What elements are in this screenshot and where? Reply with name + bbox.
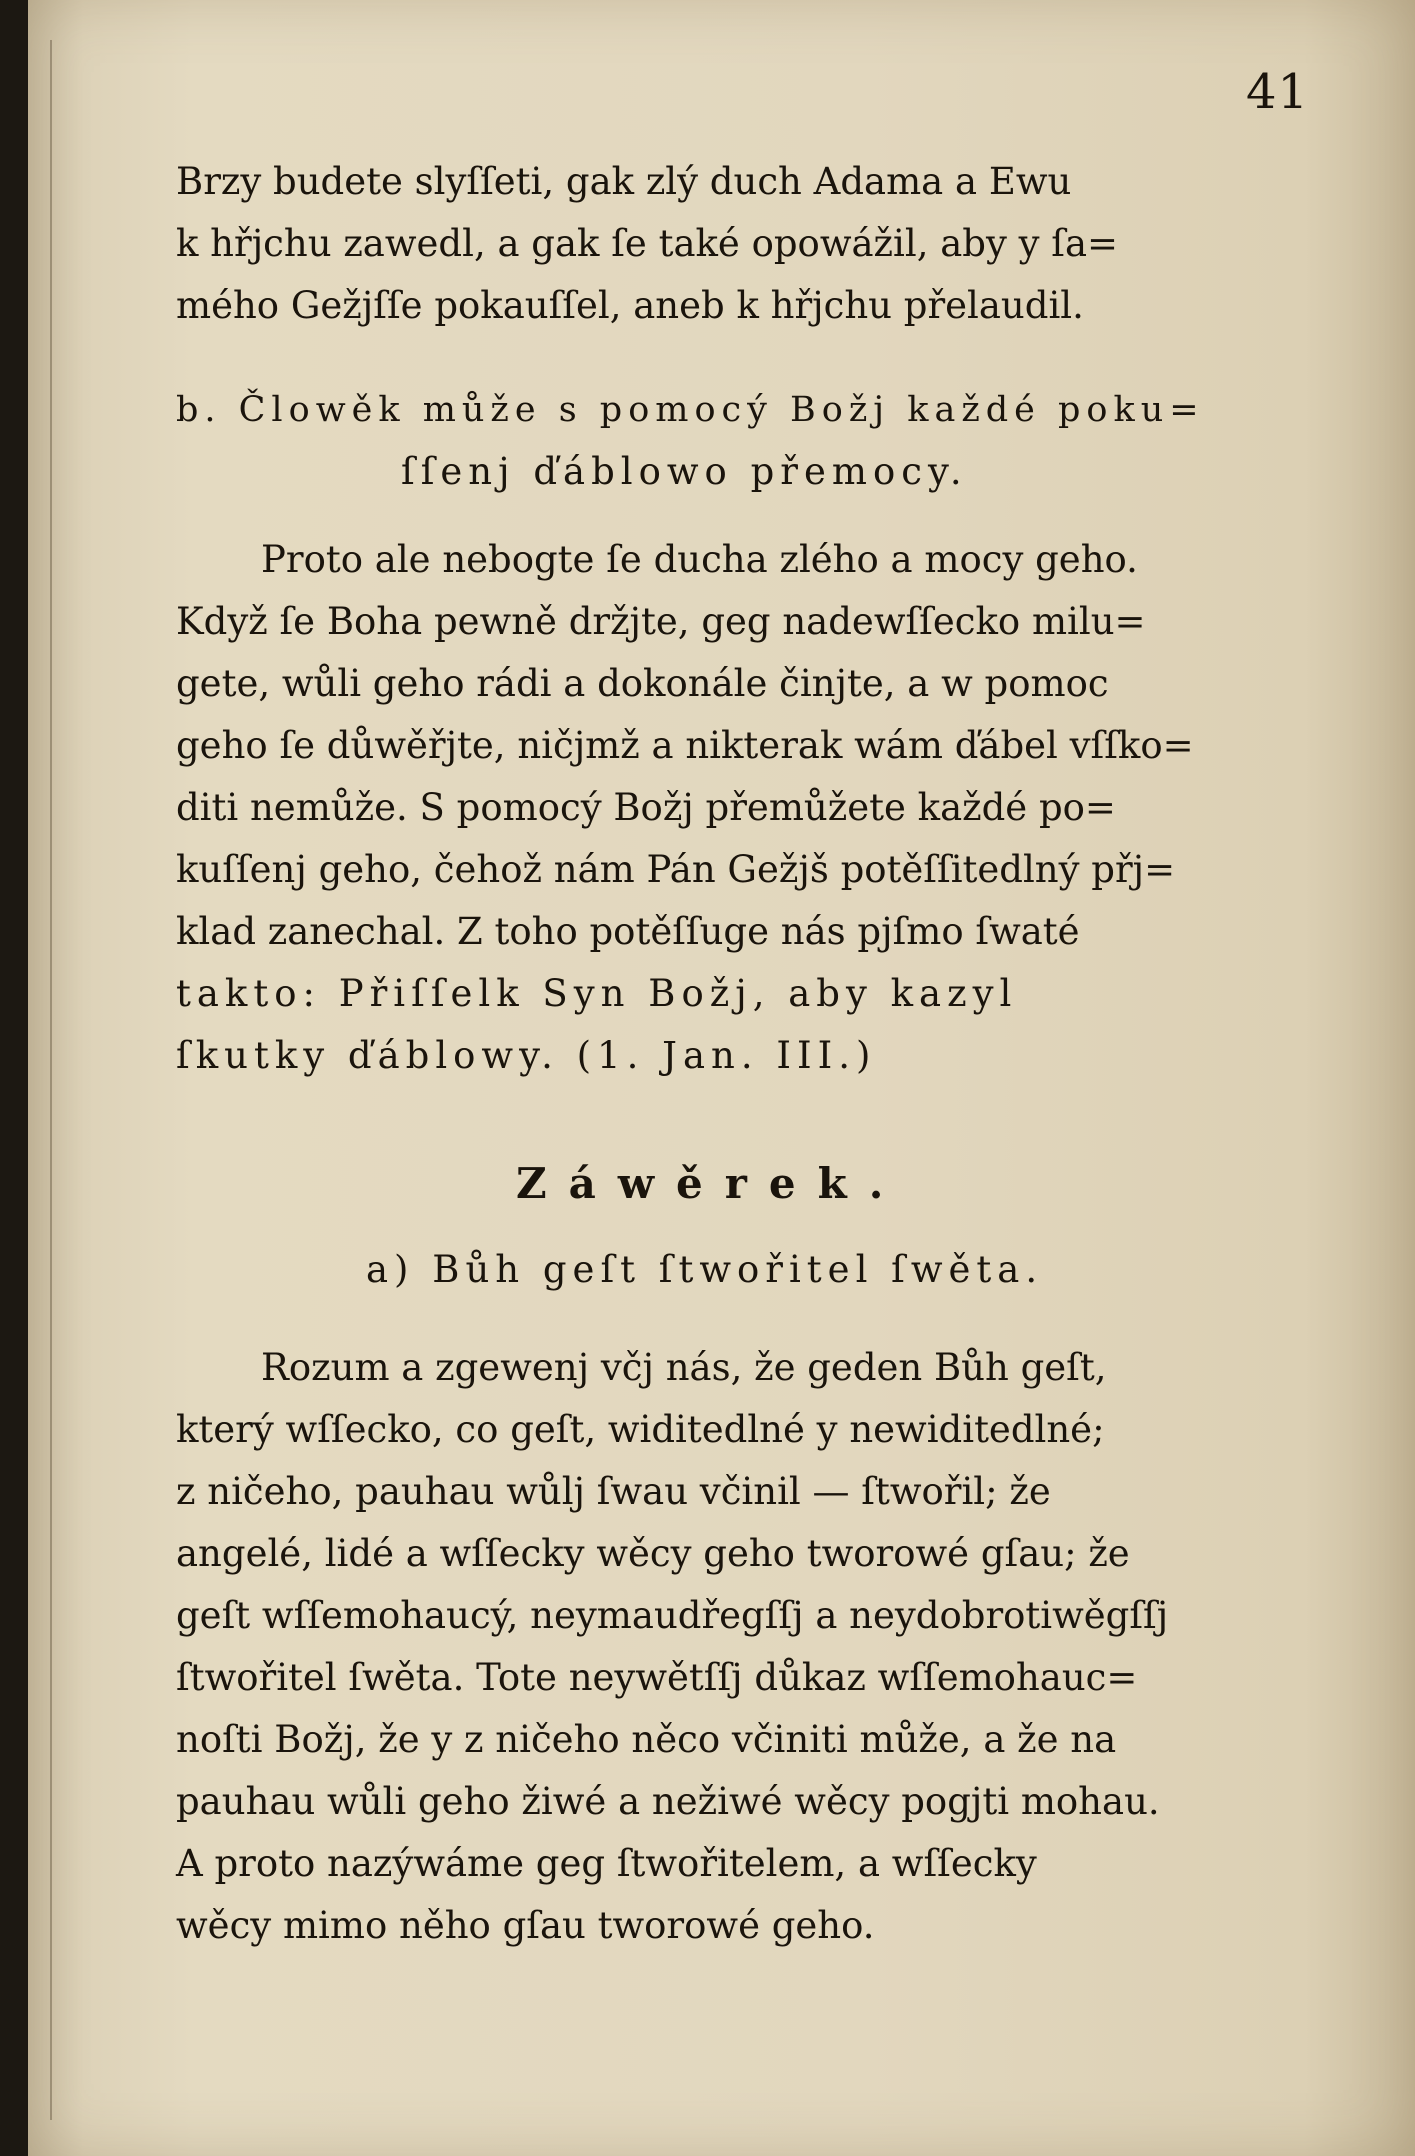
text-line: A proto nazýwáme geg ſtwořitelem, a wſſecky — [176, 1842, 1037, 1885]
text-line: takto: Přiſſelk Syn Božj, aby kazyl — [176, 972, 1018, 1015]
page-number: 41 — [1246, 64, 1310, 120]
chapter-heading: Záwěrek. — [516, 1159, 906, 1208]
text-line: Brzy budete slyſſeti, gak zlý duch Adama a Ewu — [176, 160, 1072, 203]
text-line: wěcy mimo něho gſau tworowé geho. — [176, 1904, 875, 1947]
text-line: angelé, lidé a wſſecky wěcy geho tworowé gſau; že — [176, 1532, 1130, 1575]
text-line: gete, wůli geho rádi a dokonále činjte, a w pomoc — [176, 662, 1109, 705]
text-line: který wſſecko, co geſt, widitedlné y newiditedlné; — [176, 1408, 1105, 1451]
text-line: k hřjchu zawedl, a gak ſe také opowážil, aby y ſa= — [176, 222, 1119, 265]
page-edge-line — [50, 40, 52, 2120]
text-line: Rozum a zgewenj včj nás, že geden Bůh geſt, — [261, 1346, 1107, 1389]
text-line: z ničeho, pauhau wůlj ſwau včinil — ſtwořil; že — [176, 1470, 1051, 1513]
text-line: pauhau wůli geho žiwé a nežiwé wěcy pogjti mohau. — [176, 1780, 1160, 1823]
text-line: klad zanechal. Z toho potěſſuge nás pjſmo ſwaté — [176, 910, 1080, 953]
section-heading-line: ſſenj ďáblowo přemocy. — [401, 450, 968, 493]
text-line: ſtwořitel ſwěta. Tote neywětſſj důkaz wſſemohauc= — [176, 1656, 1138, 1699]
text-line: geſt wſſemohaucý, neymaudřegſſj a neydobrotiwěgſſj — [176, 1594, 1169, 1637]
text-line: geho ſe důwěřjte, ničjmž a nikterak wám ďábel vſſko= — [176, 724, 1194, 767]
text-line: Když ſe Boha pewně držjte, geg nadewſſecko milu= — [176, 600, 1146, 643]
text-line: noſti Božj, že y z ničeho něco včiniti může, a že na — [176, 1718, 1117, 1761]
text-line: ſkutky ďáblowy. (1. Jan. III.) — [176, 1034, 877, 1077]
text-line: mého Gežjſſe pokauſſel, aneb k hřjchu přelaudil. — [176, 284, 1084, 327]
book-page — [28, 0, 1415, 2156]
text-line: Proto ale nebogte ſe ducha zlého a mocy geho. — [261, 538, 1138, 581]
section-heading-line: b. Člowěk může s pomocý Božj každé poku= — [176, 390, 1205, 430]
text-line: kuſſenj geho, čehož nám Pán Gežjš potěſſitedlný přj= — [176, 848, 1176, 891]
subheading: a) Bůh geſt ſtwořitel ſwěta. — [366, 1248, 1044, 1291]
text-line: diti nemůže. S pomocý Božj přemůžete každé po= — [176, 786, 1116, 829]
